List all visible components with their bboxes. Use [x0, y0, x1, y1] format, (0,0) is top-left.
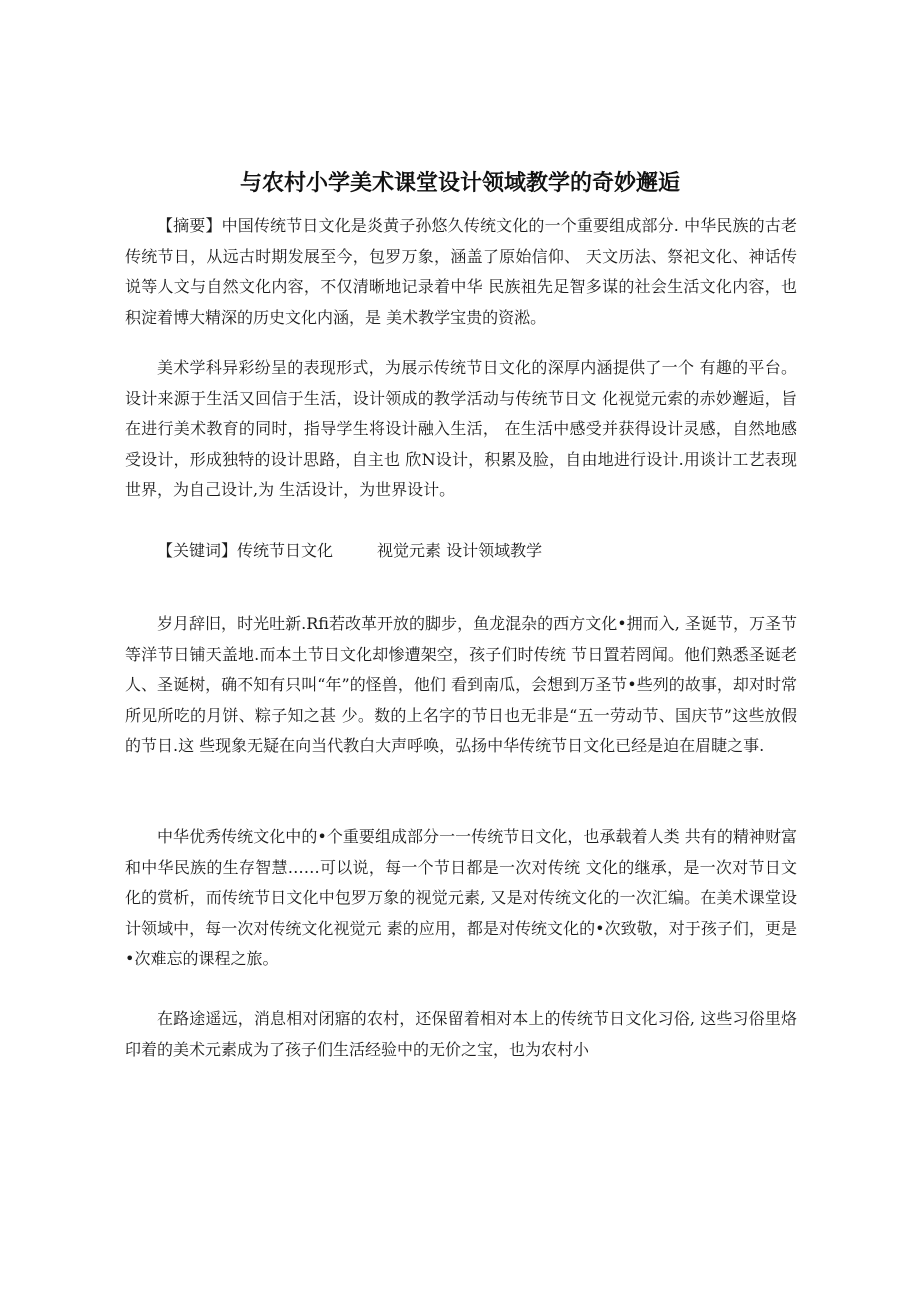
keywords-label: 【关键词】传统节日文化 — [157, 541, 334, 560]
abstract-paragraph-2: 美术学科异彩纷呈的表现形式，为展示传统节日文化的深厚内涵提供了一个 有趣的平台。设计来源于生活又回信于生活，设计领成的教学活动与传统节日文 化视觉元索的赤妙邂逅，旨在进行美术教育的同时，指导学生将设计融入生活， 在生活中感受并获得设计灵感，自然地感受设计，形成独特的设计思路，自主也 欣N设计，积累及脸，自由地进行设计.用谈计工艺表现世界，为自己设计,为 生活设计，为世界设计。 — [125, 358, 797, 499]
body-paragraph-3: 在路途遥远，消息相对闭寤的农村，还保留着相对本上的传统节日文化习俗, 这些习俗里烙印着的美术元素成为了孩子们生活经验中的无价之宝，也为农村小 — [125, 1009, 797, 1059]
body-paragraph-2: 中华优秀传统文化中的•个重要组成部分一一传统节日文化，也承载着人类 共有的精神财富和中华民族的生存智慧……可以说，每一个节日都是一次对传统 文化的继承，是一次对节日文化的赏析，而传统节日文化中包罗万象的视觉元素, 又是对传统文化的一次汇编。在美术课堂设计领域中，每一次对传统文化视觉元 素的应用，都是对传统文化的•次致敬，对于孩子们，更是•次难忘的课程之旅。 — [125, 827, 797, 968]
keywords-line — [125, 536, 797, 567]
body-paragraph-1: 岁月辞旧，时光吐新.Rfi若改革开放的脚步，鱼龙混杂的西方文化•拥而入, 圣诞节，万圣节等洋节日铺天盖地.而本土节日文化却惨遭架空，孩子们时传统 节日置若罔闻。他们熟悉圣诞老人、圣诞树，确不知有只叫“年”的怪兽，他们 看到南瓜，会想到万圣节•些列的故事，却对时常所见所吃的月饼、粽子知之甚 少。数的上名字的节日也无非是“五一劳动节、国庆节”这些放假的节日.这 些现象无疑在向当代教白大声呼唤，弘扬中华传统节日文化已经是迫在眉睫之事. — [125, 614, 797, 755]
abstract-paragraph: 【摘要】中国传统节日文化是炎黄子孙悠久传统文化的一个重要组成部分. 中华民族的古老传统节日，从远古时期发展至今，包罗万象，涵盖了原始信仰、 天文历法、祭祀文化、神话传说等人文与自然文化内容，不仅清晰地记录着中华 民族祖先足智多谋的社会生活文化内容，也积淀着博大精深的历史文化内涵，是 美术教学宝贵的资淞。 — [125, 216, 797, 327]
document-title: 与农村小学美术课堂设计领域教学的奇妙邂逅 — [239, 171, 680, 196]
keywords-values: 视觉元素 设计领域教学 — [377, 541, 543, 560]
